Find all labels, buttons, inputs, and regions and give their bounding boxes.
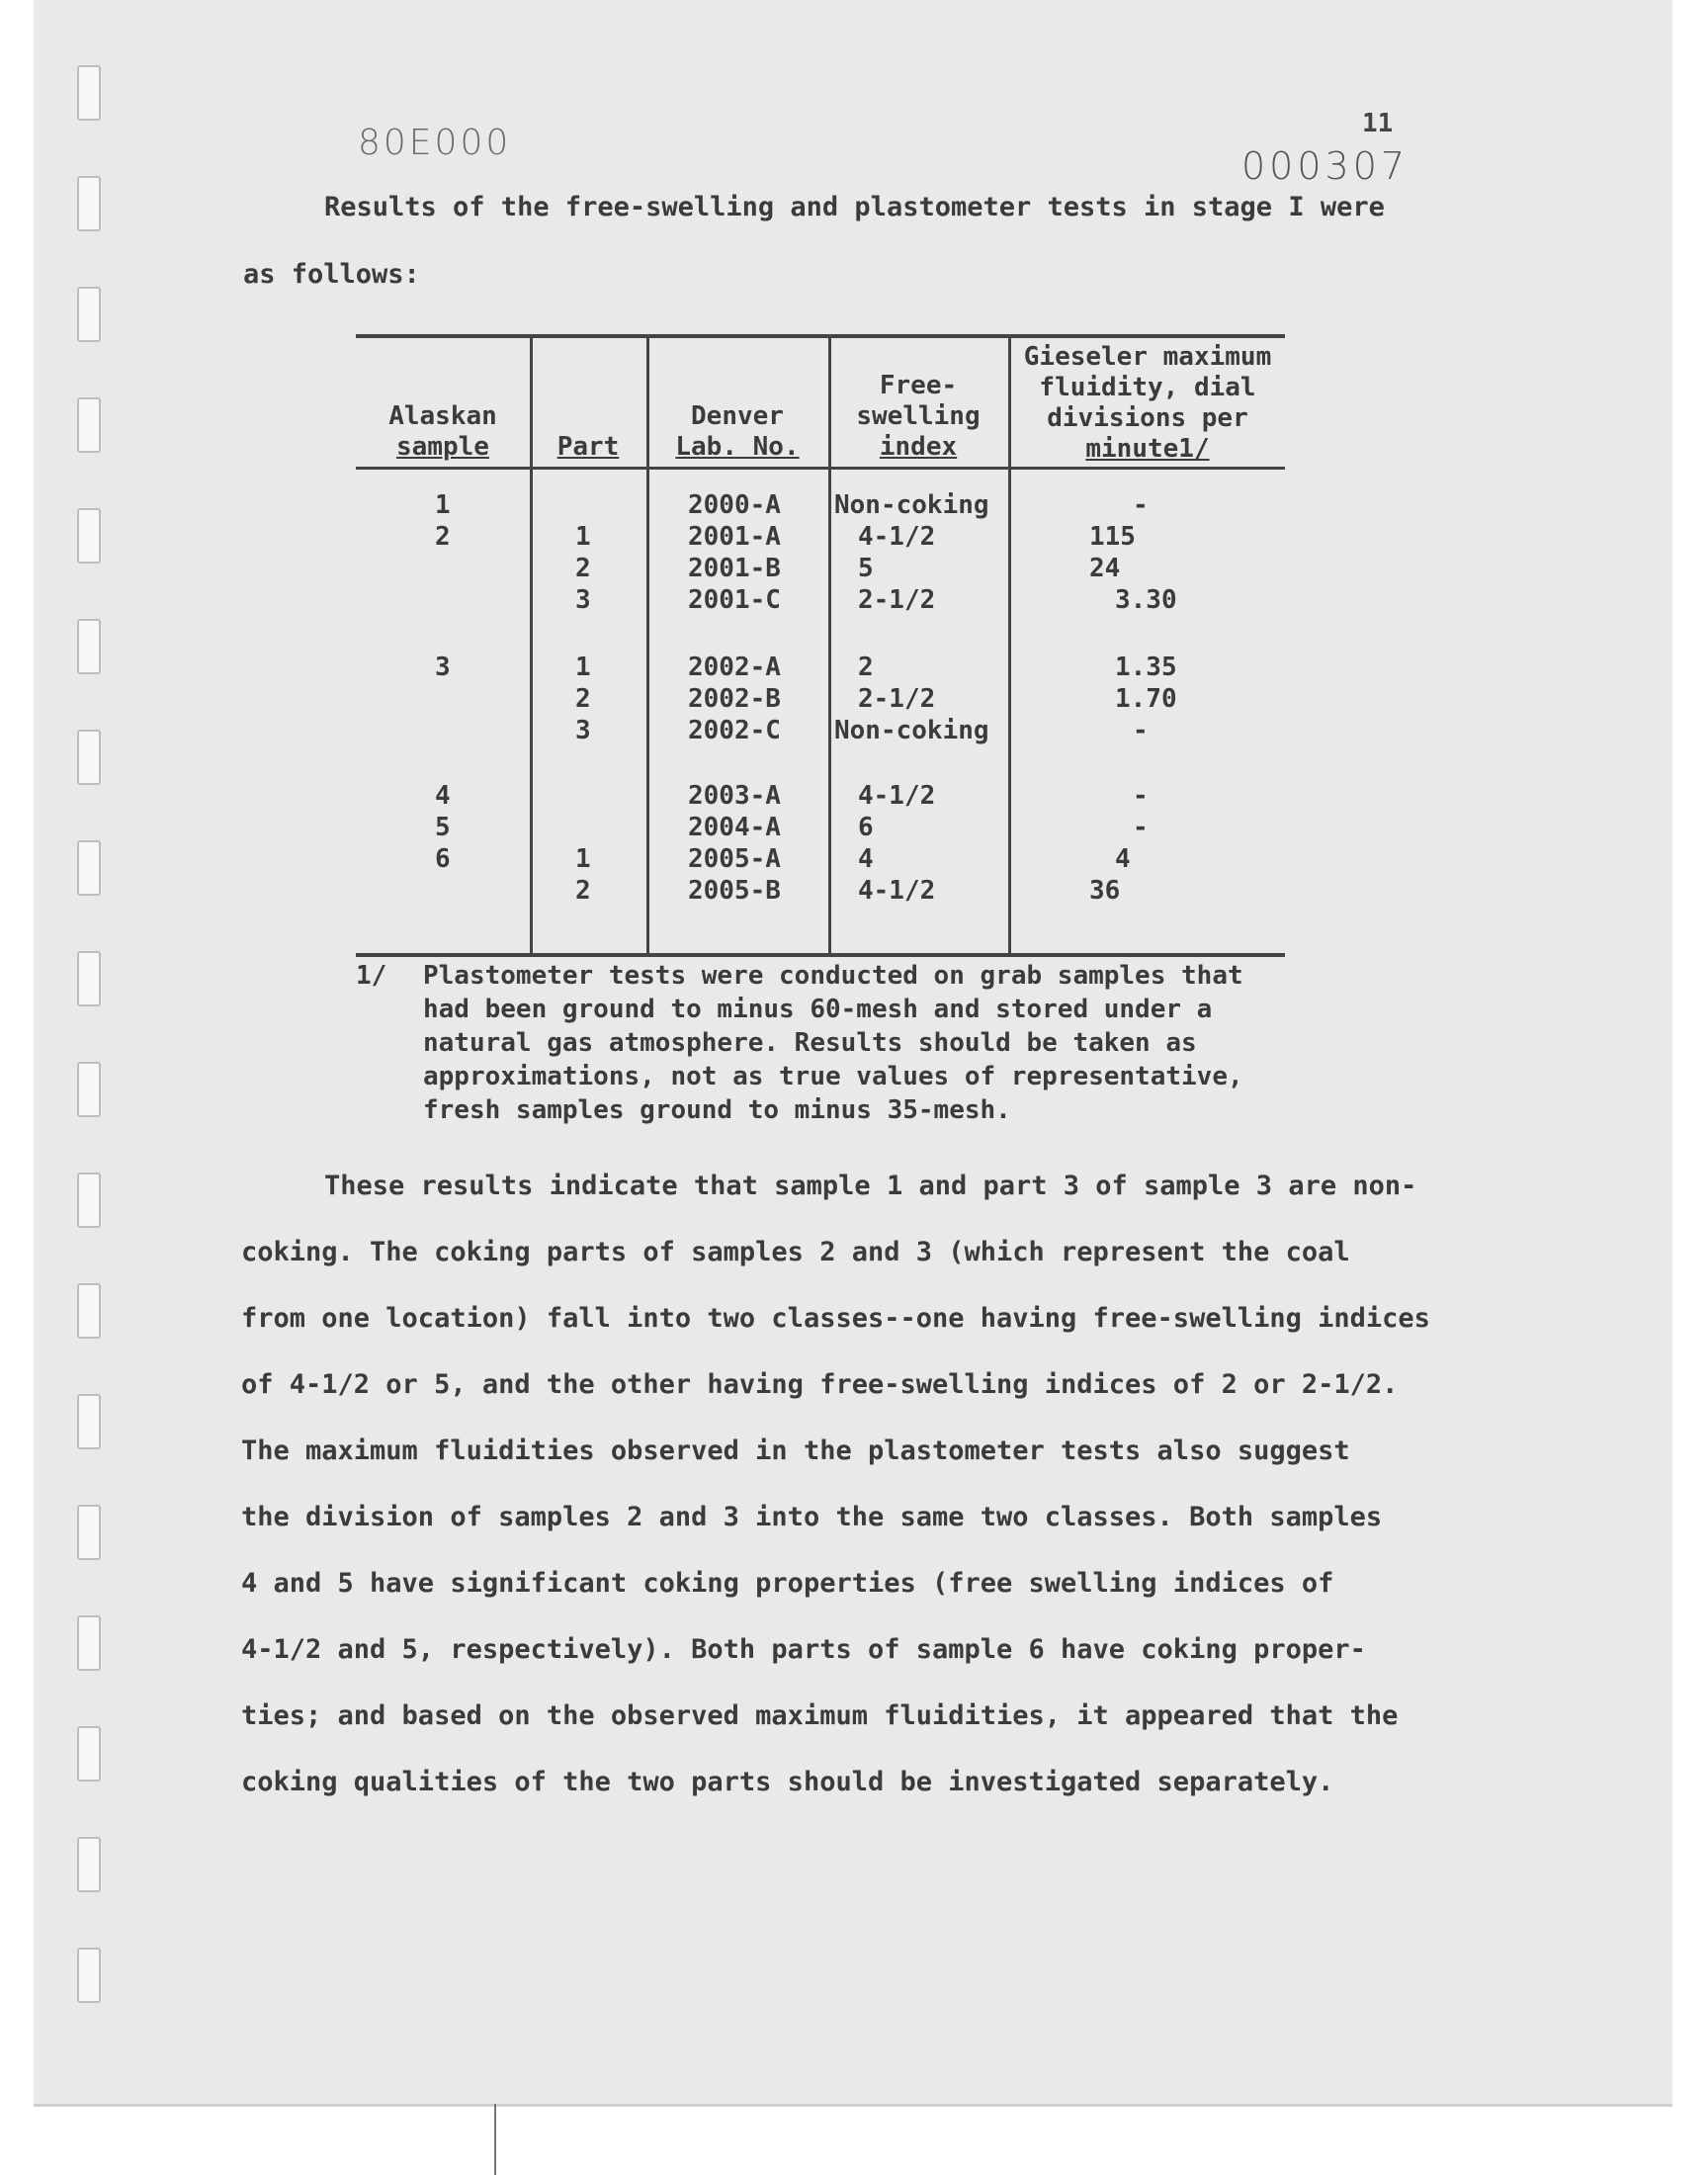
paragraph-line: 4 and 5 have significant coking properties (free swelling indices of xyxy=(241,1568,1334,1599)
binder-hole xyxy=(77,65,101,121)
binder-hole xyxy=(77,1173,101,1228)
intro-line: Results of the free-swelling and plastometer tests in stage I were xyxy=(324,192,1385,222)
sheet-edge xyxy=(34,2104,1672,2107)
binder-hole xyxy=(77,619,101,674)
results-table: Alaskan sample Part Denver Lab. No. Free- swelling index Gieseler maximum fluidity, dial divisions per minute1/ 1 2000-A Non-coking - 2 1 2001-A 4-1/2 115 2 2001-B 5 24 3 2001-C 2-1/2 3.30 3 1 2002-A 2 1.35 2 2002-B 2-1/2 1.70 3 2002-C Non-coking - 4 2003-A 4-1/2 - 5 2004-A 6 - 6 1 2005-A 4 4 2 2005-B 4-1/2 36 xyxy=(356,334,1285,957)
paragraph-line: coking. The coking parts of samples 2 and 3 (which represent the coal xyxy=(241,1237,1350,1267)
paragraph-line: ties; and based on the observed maximum fluidities, it appeared that the xyxy=(241,1700,1399,1731)
binder-holes xyxy=(77,65,101,2023)
scanner-edge-line xyxy=(494,2104,496,2175)
binder-hole xyxy=(77,1283,101,1339)
document-stamp-right: 000307 xyxy=(1241,144,1409,188)
footnote-text: Plastometer tests were conducted on grab samples that had been ground to minus 60-mesh and stored under a natural gas atmosphere. Results should be taken as approximations, not as true values of representative, fresh samples ground to minus 35-mesh. xyxy=(423,961,1243,1125)
table-header-rule xyxy=(356,467,1285,470)
paragraph-line: from one location) fall into two classes--one having free-swelling indices xyxy=(241,1303,1430,1334)
binder-hole xyxy=(77,287,101,342)
header-alaskan-sample: Alaskan sample xyxy=(388,401,497,462)
paragraph-line: The maximum fluidities observed in the plastometer tests also suggest xyxy=(241,1436,1350,1466)
binder-hole xyxy=(77,730,101,785)
paragraph-line: the division of samples 2 and 3 into the same two classes. Both samples xyxy=(241,1502,1383,1532)
header-gieseler-fluidity: Gieseler maximum fluidity, dial divisions per minute1/ xyxy=(1023,342,1272,464)
binder-hole xyxy=(77,840,101,896)
binder-hole xyxy=(77,1948,101,2003)
binder-hole xyxy=(77,397,101,453)
paragraph-line: 4-1/2 and 5, respectively). Both parts of sample 6 have coking proper- xyxy=(241,1634,1366,1665)
table-bottom-rule xyxy=(356,953,1285,957)
binder-hole xyxy=(77,1726,101,1782)
discussion-paragraph xyxy=(241,1153,1467,1815)
binder-hole xyxy=(77,176,101,231)
paragraph-line: of 4-1/2 or 5, and the other having free-swelling indices of 2 or 2-1/2. xyxy=(241,1369,1399,1400)
page-number: 11 xyxy=(1362,109,1394,138)
header-part: Part xyxy=(556,432,620,462)
footnote-mark: 1/ xyxy=(356,961,387,991)
binder-hole xyxy=(77,1837,101,1892)
binder-hole xyxy=(77,1394,101,1449)
header-denver-lab-no: Denver Lab. No. xyxy=(675,401,800,462)
binder-hole xyxy=(77,1505,101,1560)
column-divider xyxy=(530,334,533,957)
binder-hole xyxy=(77,508,101,564)
paragraph-line: These results indicate that sample 1 and part 3 of sample 3 are non- xyxy=(324,1171,1417,1201)
binder-hole xyxy=(77,1062,101,1117)
header-free-swelling-index: Free- swelling index xyxy=(856,371,981,462)
table-top-rule xyxy=(356,334,1285,338)
document-stamp-left: 80E000 xyxy=(358,123,512,163)
binder-hole xyxy=(77,951,101,1006)
paragraph-line: coking qualities of the two parts should be investigated separately. xyxy=(241,1767,1334,1797)
intro-text xyxy=(243,174,1429,308)
binder-hole xyxy=(77,1615,101,1671)
intro-line: as follows: xyxy=(243,259,420,290)
